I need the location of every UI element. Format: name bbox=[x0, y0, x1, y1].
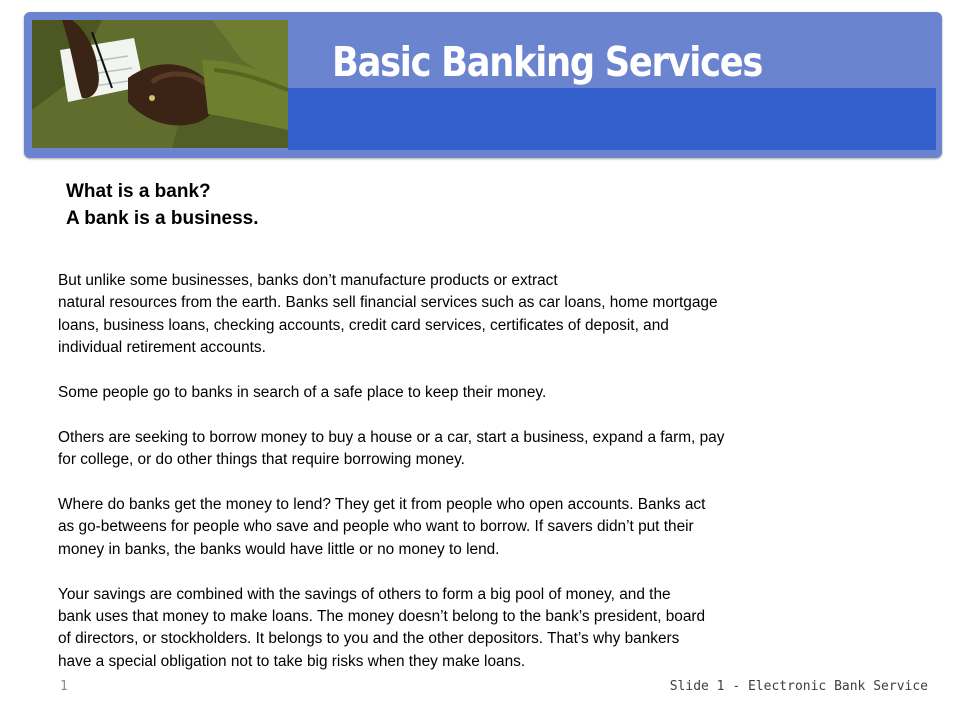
slide-heading bbox=[66, 178, 259, 232]
body-text bbox=[58, 270, 888, 673]
banner-photo-hands-writing-check bbox=[32, 20, 288, 148]
text-line: money in banks, the banks would have little or no money to lend. bbox=[58, 540, 500, 558]
text-line: Your savings are combined with the savings of others to form a big pool of money, and the bbox=[58, 585, 671, 603]
text-line: Some people go to banks in search of a safe place to keep their money. bbox=[58, 384, 547, 402]
text-line: Where do banks get the money to lend? They get it from people who open accounts. Banks act bbox=[58, 496, 706, 514]
heading-answer: A bank is a business. bbox=[66, 208, 259, 229]
banner-title: Basic Banking Services bbox=[332, 38, 763, 86]
paragraph-3 bbox=[58, 427, 888, 472]
paragraph-1 bbox=[58, 270, 888, 360]
text-line: Others are seeking to borrow money to buy a house or a car, start a business, expand a farm, pay bbox=[58, 428, 725, 446]
text-line: loans, business loans, checking accounts, credit card services, certificates of deposit, and bbox=[58, 316, 669, 334]
banner-blue-band bbox=[288, 88, 936, 150]
paragraph-2 bbox=[58, 382, 888, 404]
footer-text: Slide 1 - Electronic Bank Service bbox=[669, 679, 928, 694]
text-line: as go-betweens for people who save and people who want to borrow. If savers didn’t put their bbox=[58, 518, 694, 536]
slide-number: 1 bbox=[60, 679, 68, 694]
text-line: bank uses that money to make loans. The money doesn’t belong to the bank’s president, board bbox=[58, 608, 706, 626]
text-line: natural resources from the earth. Banks sell financial services such as car loans, home mortgage bbox=[58, 294, 718, 312]
heading-question: What is a bank? bbox=[66, 181, 211, 202]
text-line: for college, or do other things that require borrowing money. bbox=[58, 451, 465, 469]
text-line: individual retirement accounts. bbox=[58, 339, 266, 357]
header-banner bbox=[24, 12, 942, 158]
paragraph-4 bbox=[58, 494, 888, 561]
text-line: of directors, or stockholders. It belongs to you and the other depositors. That’s why bankers bbox=[58, 630, 680, 648]
text-line: But unlike some businesses, banks don’t manufacture products or extract bbox=[58, 272, 558, 289]
paragraph-5 bbox=[58, 584, 888, 674]
text-line: have a special obligation not to take big risks when they make loans. bbox=[58, 652, 526, 670]
